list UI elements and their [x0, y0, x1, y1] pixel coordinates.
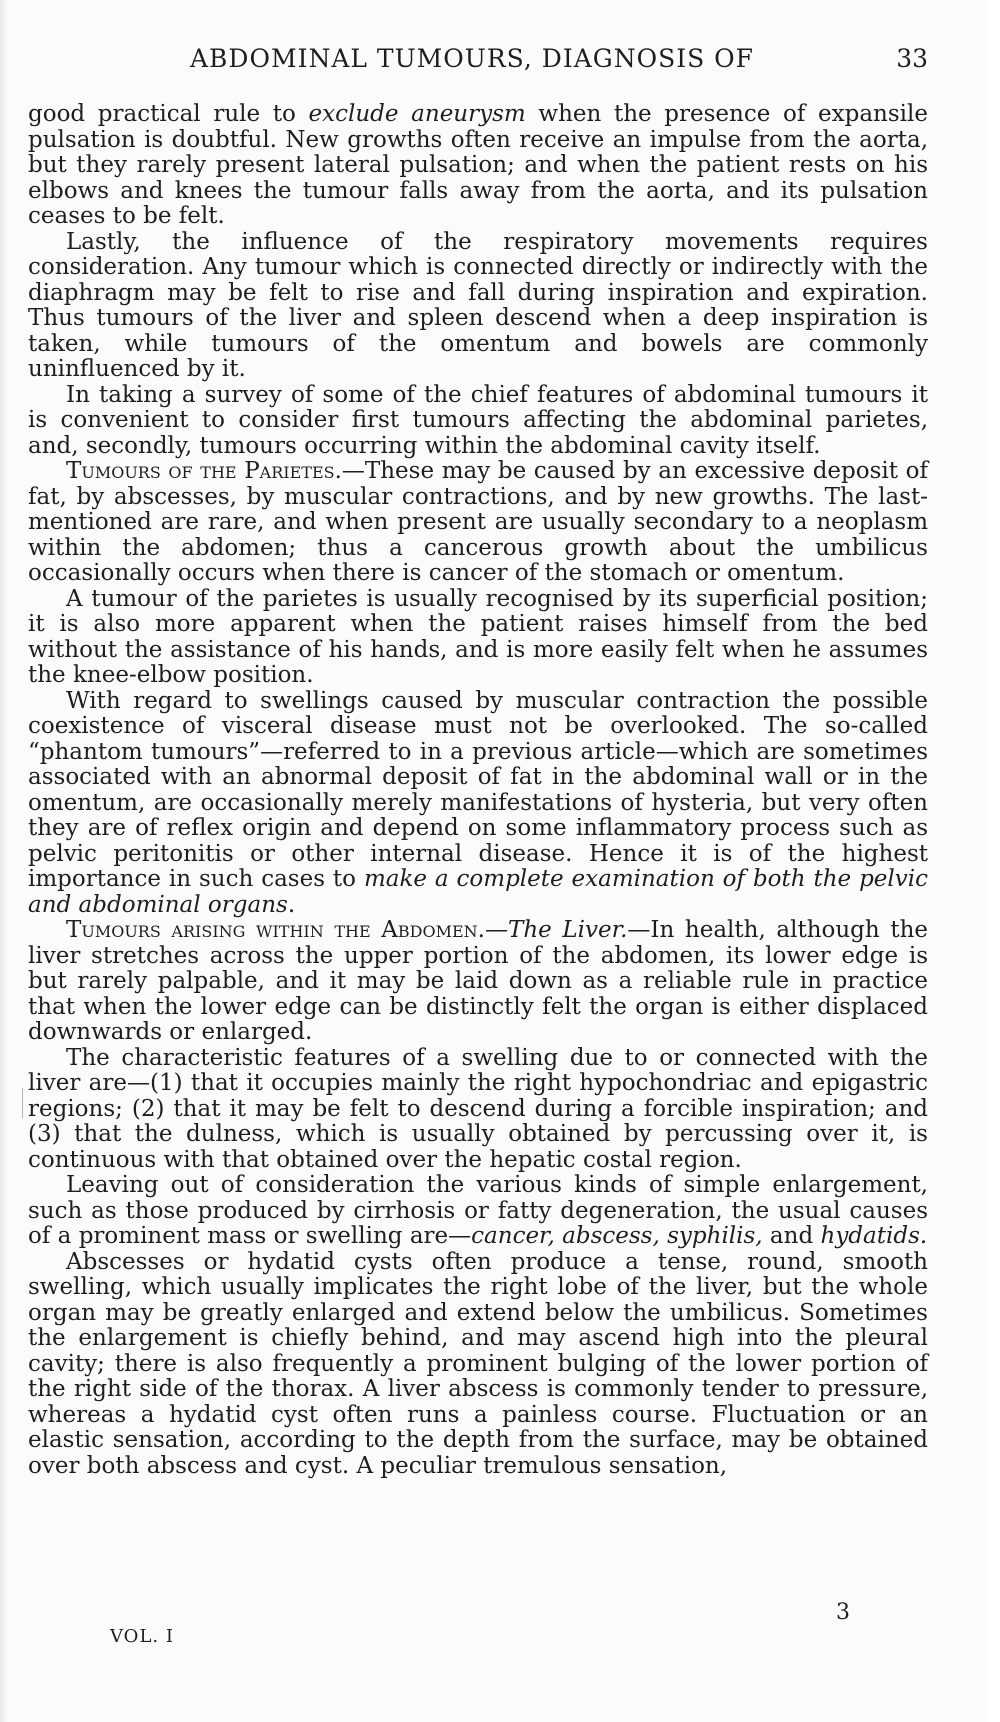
emphasis: make a complete examination of both the pelvic and abdominal organs [28, 866, 928, 918]
paragraph-8 [28, 1046, 928, 1174]
text-run: Leaving out of consideration the various kinds of simple enlargement, such as those produced by cirrhosis or fatty degeneration, the usual causes of a prominent mass or swelling are— [28, 1172, 928, 1249]
text-run: A tumour of the parietes is usually recognised by its superficial position; it is also more apparent when the patient raises himself from the bed without the assistance of his hands, and is more easily felt when he assumes the knee-elbow position. [28, 585, 928, 688]
emphasis: hydatids. [820, 1223, 928, 1249]
volume-label: VOL. I [110, 1626, 174, 1647]
emphasis: exclude aneurysm [308, 101, 526, 127]
page-edge [988, 0, 1000, 1722]
text-run: Abscesses or hydatid cysts often produce a tense, round, smooth swelling, which usually implicates the right lobe of the liver, but the whole organ may be greatly enlarged and extend below the umbilicus. Sometimes the enlargement is chiefly behind, and may ascend high into the pleural cavity; there is also frequently a prominent bulging of the lower portion of the right side of the thorax. A liver abscess is commonly tender to pressure, whereas a hydatid cyst often runs a painless course. Fluctuation or an elastic sensation, according to the depth from the surface, may be obtained over both abscess and cyst. A peculiar tremulous sensation, [28, 1248, 928, 1479]
emphasis: cancer, abscess, syphilis, [471, 1223, 763, 1249]
text-run: when the presence of expansile pulsation is doubtful. New growths often receive an impulse from the aorta, but they rarely present lateral pulsation; and when the patient rests on his elbows and knees the tumour falls away from the aorta, and its pulsation ceases to be felt. [28, 101, 928, 229]
paragraph-2 [28, 230, 928, 383]
text-run: In taking a survey of some of the chief features of abdominal tumours it is convenient to consider first tumours affecting the abdominal parietes, and, secondly, tumours occurring within the abdominal cavity itself. [28, 381, 928, 459]
text-run: good practical rule to [28, 101, 309, 127]
signature-mark: 3 [836, 1600, 850, 1625]
paragraph-3 [28, 383, 928, 460]
body-text [28, 102, 928, 1479]
text-run: —In health, although the liver stretches across the upper portion of the abdomen, its lower edge is but rarely palpable, and it may be laid down as a reliable rule in practice that when the lower edge can be distinctly felt the organ is either displaced downwards or enlarged. [28, 917, 928, 1045]
text-run: Lastly, the influence of the respiratory movements requires consideration. Any tumour which is connected directly or indirectly with the diaphragm may be felt to rise and fall during inspiration and expiration. Thus tumours of the liver and spleen descend when a deep inspiration is taken, while tumours of the omentum and bowels are commonly uninfluenced by it. [28, 228, 928, 382]
page-number: 33 [896, 44, 928, 73]
text-run: The characteristic features of a swelling due to or connected with the liver are—(1) that it occupies mainly the right hypochondriac and epigastric regions; (2) that it may be felt to descend during a forcible inspiration; and (3) that the dulness, which is usually obtained by percussing over it, is continuous with that obtained over the hepatic costal region. [28, 1044, 928, 1173]
page-footer [110, 1600, 850, 1670]
paragraph-5 [28, 587, 928, 689]
paragraph-9 [28, 1173, 928, 1250]
section-heading: Tumours arising within the Abdomen. [66, 917, 485, 943]
paragraph-4 [28, 459, 928, 587]
text-run: —These may be caused by an excessive deposit of fat, by abscesses, by muscular contractions, and by new growths. The last-mentioned are rare, and when present are usually secondary to a neoplasm within the abdomen; thus a cancerous growth about the umbilicus occasionally occurs when there is cancer of the stomach or omentum. [28, 458, 928, 586]
page-header [150, 44, 928, 84]
section-heading: Tumours of the Parietes. [66, 458, 342, 484]
text-run: With regard to swellings caused by muscular contraction the possible coexistence of visceral disease must not be overlooked. The so-called “phantom tumours”—referred to in a previous article—which are sometimes associated with an abnormal deposit of fat in the abdominal wall or in the omentum, are occasionally merely manifestations of hysteria, but very often they are of reflex origin and depend on some inflammatory process such as pelvic peritonitis or other internal disease. Hence it is of the highest importance in such cases to [28, 687, 928, 892]
spine-shadow [0, 0, 8, 1722]
margin-mark [22, 1088, 23, 1118]
text-run: and [762, 1223, 821, 1249]
subsection-heading: —The Liver. [484, 917, 628, 943]
paragraph-6 [28, 689, 928, 919]
paragraph-10 [28, 1250, 928, 1480]
paragraph-1 [28, 102, 928, 230]
text-run: . [287, 891, 296, 918]
running-head: ABDOMINAL TUMOURS, DIAGNOSIS OF [190, 44, 755, 73]
paragraph-7 [28, 918, 928, 1046]
